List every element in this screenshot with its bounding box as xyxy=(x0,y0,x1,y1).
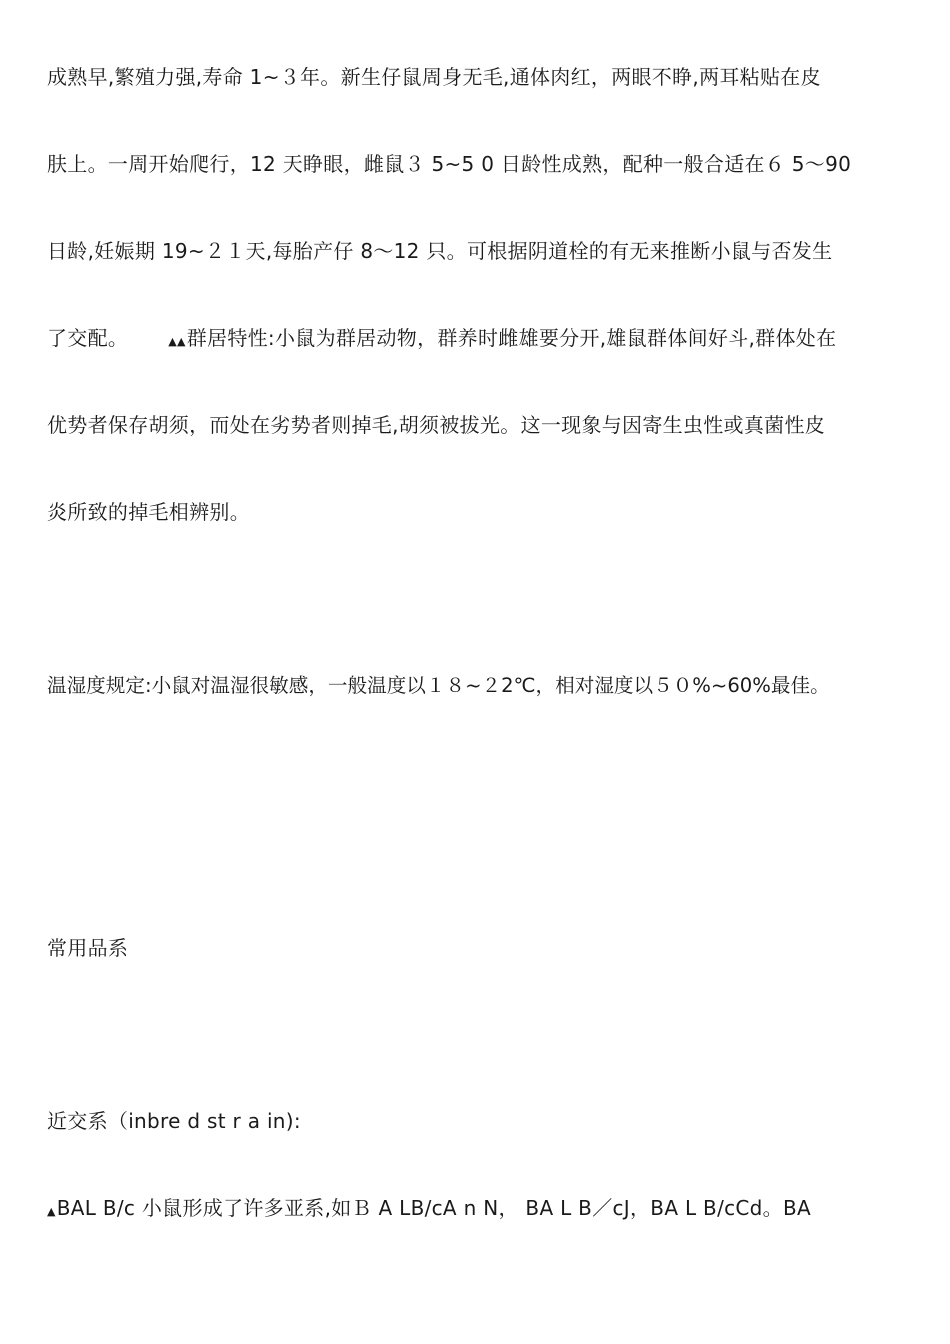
paragraph-line: 成熟早,繁殖力强,寿命 1~３年。新生仔鼠周身无毛,通体肉红，两眼不睁,两耳粘贴在皮 xyxy=(47,65,821,89)
paragraph-line: 温湿度规定:小鼠对温湿很敏感，一般温度以１８~２2℃，相对湿度以５０%~60%最佳。 xyxy=(47,674,830,697)
paragraph-line: 日龄,妊娠期 19~２１天,每胎产仔 8～12 只。可根据阴道栓的有无来推断小鼠与否发生 xyxy=(47,239,833,263)
paragraph-line: 炎所致的掉毛相辨别。 xyxy=(47,500,250,524)
subsection-heading: 近交系（inbre d st r a in): xyxy=(47,1109,301,1133)
paragraph-line: 肤上。一周开始爬行，12 天睁眼，雌鼠３ 5~5 0 日龄性成熟，配种一般合适在６ 5～90 xyxy=(47,152,852,176)
text-segment: 群居特性:小鼠为群居动物，群养时雌雄要分开,雄鼠群体间好斗,群体处在 xyxy=(186,326,837,350)
text-segment: 了交配。 xyxy=(47,326,129,350)
paragraph-line: 优势者保存胡须，而处在劣势者则掉毛,胡须被拔光。这一现象与因寄生虫性或真菌性皮 xyxy=(47,413,826,437)
section-heading: 常用品系 xyxy=(47,936,129,960)
paragraph-line xyxy=(47,1195,811,1225)
text-segment: BAL B/c 小鼠形成了许多亚系,如Ｂ A LB/cA n N， BA L B／cJ，BA L B/cCd。BA xyxy=(56,1196,811,1220)
paragraph-line xyxy=(47,325,836,355)
bullet-glyph-icon: ▲▲ xyxy=(168,335,186,348)
bullet-glyph-icon: ▲ xyxy=(47,1205,56,1218)
